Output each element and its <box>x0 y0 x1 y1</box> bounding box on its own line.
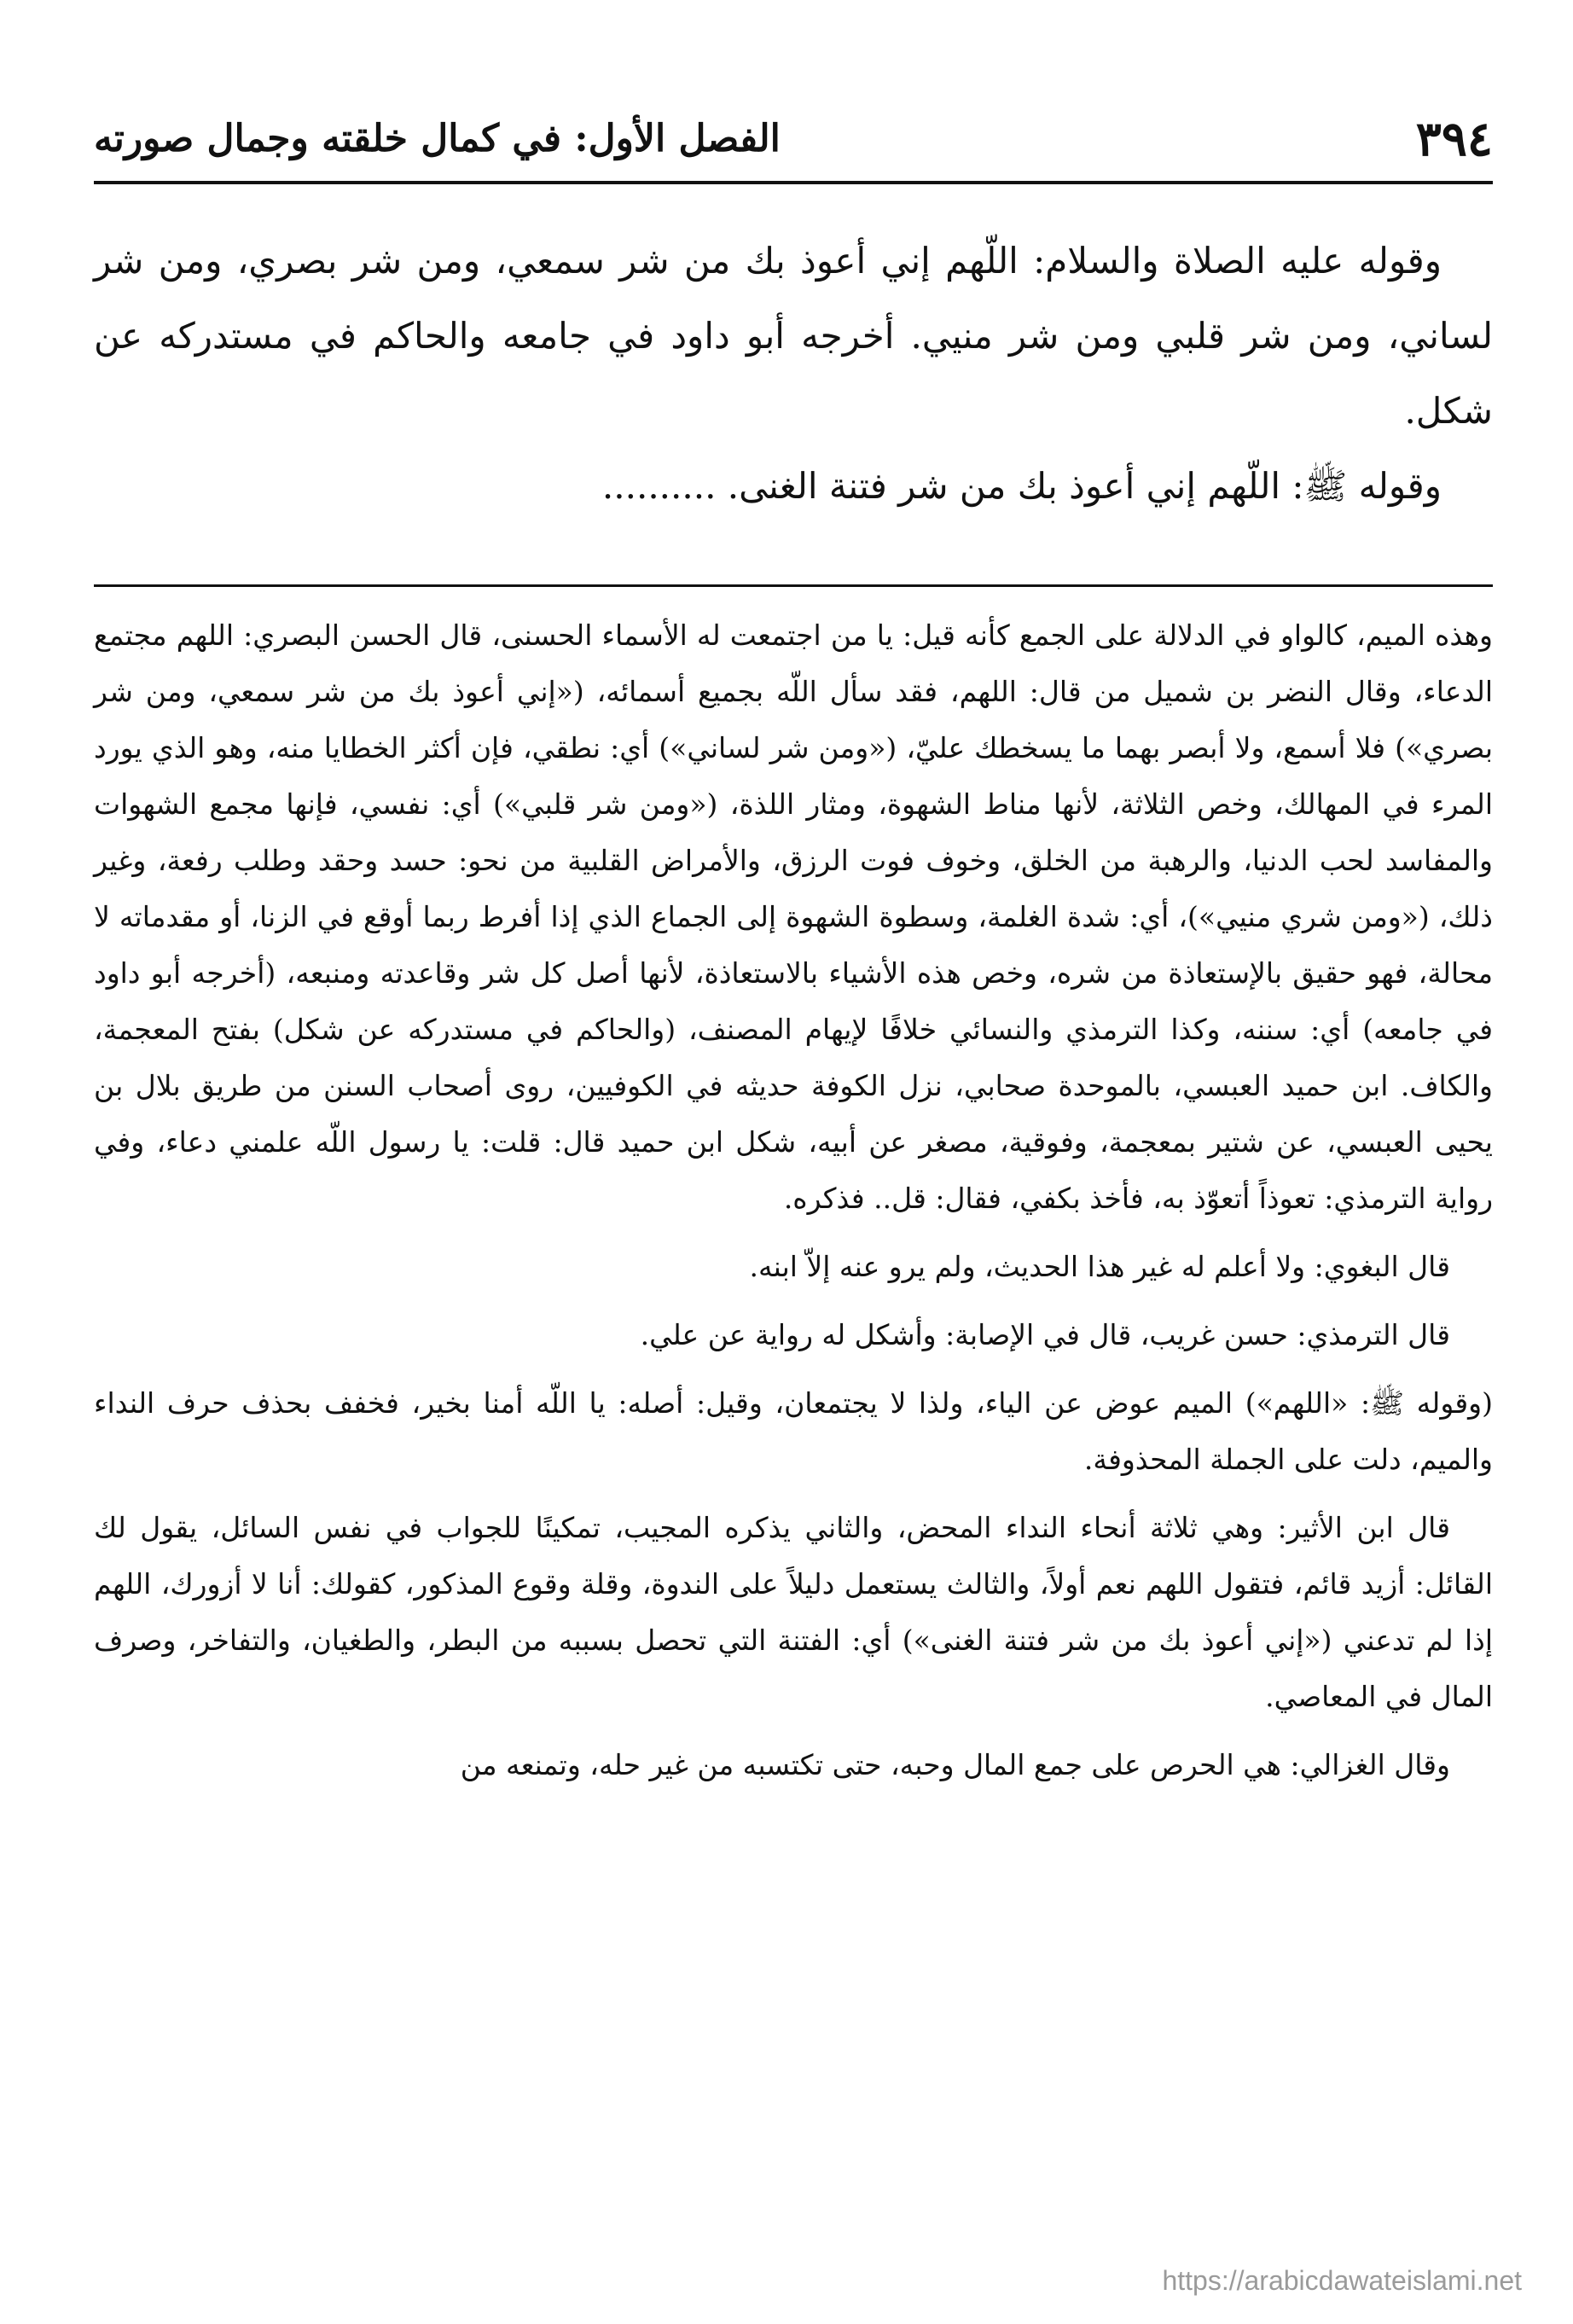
book-page <box>94 0 1493 2324</box>
commentary-paragraph: قال الترمذي: حسن غريب، قال في الإصابة: وأشكل له رواية عن علي. <box>640 1318 1450 1351</box>
page-number: ٣٩٤ <box>1415 111 1493 167</box>
commentary-paragraph: قال ابن الأثير: وهي ثلاثة أنحاء النداء المحض، والثاني يذكره المجيب، تمكينًا للجواب في نفس السائل، يقول لك القائل: أزيد قائم، فتقول اللهم نعم أولاً، والثالث يستعمل دليلاً على الندوة، وقلة وقوع المذكور، كقولك: أنا لا أزورك، اللهم إذا لم تدعني («إني أعوذ بك من شر فتنة الغنى») أي: الفتنة التي تحصل بسببه من البطر، والطغيان، والتفاخر، وصرف المال في المعاصي. <box>94 1511 1493 1713</box>
header-rule <box>94 181 1493 184</box>
chapter-title: الفصل الأول: في كمال خلقته وجمال صورته <box>94 117 781 160</box>
commentary-paragraph: وقال الغزالي: هي الحرص على جمع المال وحبه، حتى تكتسبه من غير حله، وتمنعه من <box>460 1748 1450 1781</box>
commentary-paragraph: (وقوله ﷺ: «اللهم») الميم عوض عن الياء، ولذا لا يجتمعان، وقيل: أصله: يا اللّه أمنا بخير، فخفف بحذف حرف النداء والميم، دلت على الجملة المحذوفة. <box>94 1386 1493 1476</box>
main-paragraph: وقوله ﷺ: اللّهم إني أعوذ بك من شر فتنة الغنى. .......... <box>601 465 1442 507</box>
commentary-paragraph: وهذه الميم، كالواو في الدلالة على الجمع كأنه قيل: يا من اجتمعت له الأسماء الحسنى، قال الحسن البصري: اللهم مجتمع الدعاء، وقال النضر بن شميل من قال: اللهم، فقد سأل اللّه بجميع أسمائه، («إني أعوذ بك من شر سمعي، ومن شر بصري») فلا أسمع، ولا أبصر بهما ما يسخطك عليّ، («ومن شر لساني») أي: نطقي، فإن أكثر الخطايا منه، وهو الذي يورد المرء في المهالك، وخص الثلاثة، لأنها مناط الشهوة، ومثار اللذة، («ومن شر قلبي») أي: نفسي، فإنها مجمع الشهوات والمفاسد لحب الدنيا، والرهبة من الخلق، وخوف فوت الرزق، والأمراض القلبية من نحو: حسد وحقد وطلب رفعة، وغير ذلك، («ومن شري منيي»)، أي: شدة الغلمة، وسطوة الشهوة إلى الجماع الذي إذا أفرط ربما أوقع في الزنا، أو مقدماته لا محالة، فهو حقيق بالإستعاذة من شره، وخص هذه الأشياء بالاستعاذة، لأنها أصل كل شر وقاعدته ومنبعه، (أخرجه أبو داود في جامعه) أي: سننه، وكذا الترمذي والنسائي خلافًا لإيهام المصنف، (والحاكم في مستدركه عن شكل) بفتح المعجمة، والكاف. ابن حميد العبسي، بالموحدة صحابي، نزل الكوفة حديثه في الكوفيين، روى أصحاب السنن من طريق بلال بن يحيى العبسي، عن شتير بمعجمة، وفوقية، مصغر عن أبيه، شكل ابن حميد قال: قلت: يا رسول اللّه علمني دعاء، وفي رواية الترمذي: تعوذاً أتعوّذ به، فأخذ بكفي، فقال: قل.. فذكره. <box>94 619 1493 1215</box>
commentary-divider <box>94 584 1493 587</box>
main-text <box>94 224 1493 524</box>
commentary-paragraph: قال البغوي: ولا أعلم له غير هذا الحديث، ولم يرو عنه إلاّ ابنه. <box>749 1250 1450 1283</box>
main-paragraph: وقوله عليه الصلاة والسلام: اللّهم إني أعوذ بك من شر سمعي، ومن شر بصري، ومن شر لساني، ومن شر قلبي ومن شر منيي. أخرجه أبو داود في جامعه والحاكم في مستدركه عن شكل. <box>94 240 1493 432</box>
watermark-url: https://arabicdawateislami.net <box>1162 2265 1522 2296</box>
running-header <box>94 109 1493 169</box>
commentary <box>94 607 1493 1793</box>
